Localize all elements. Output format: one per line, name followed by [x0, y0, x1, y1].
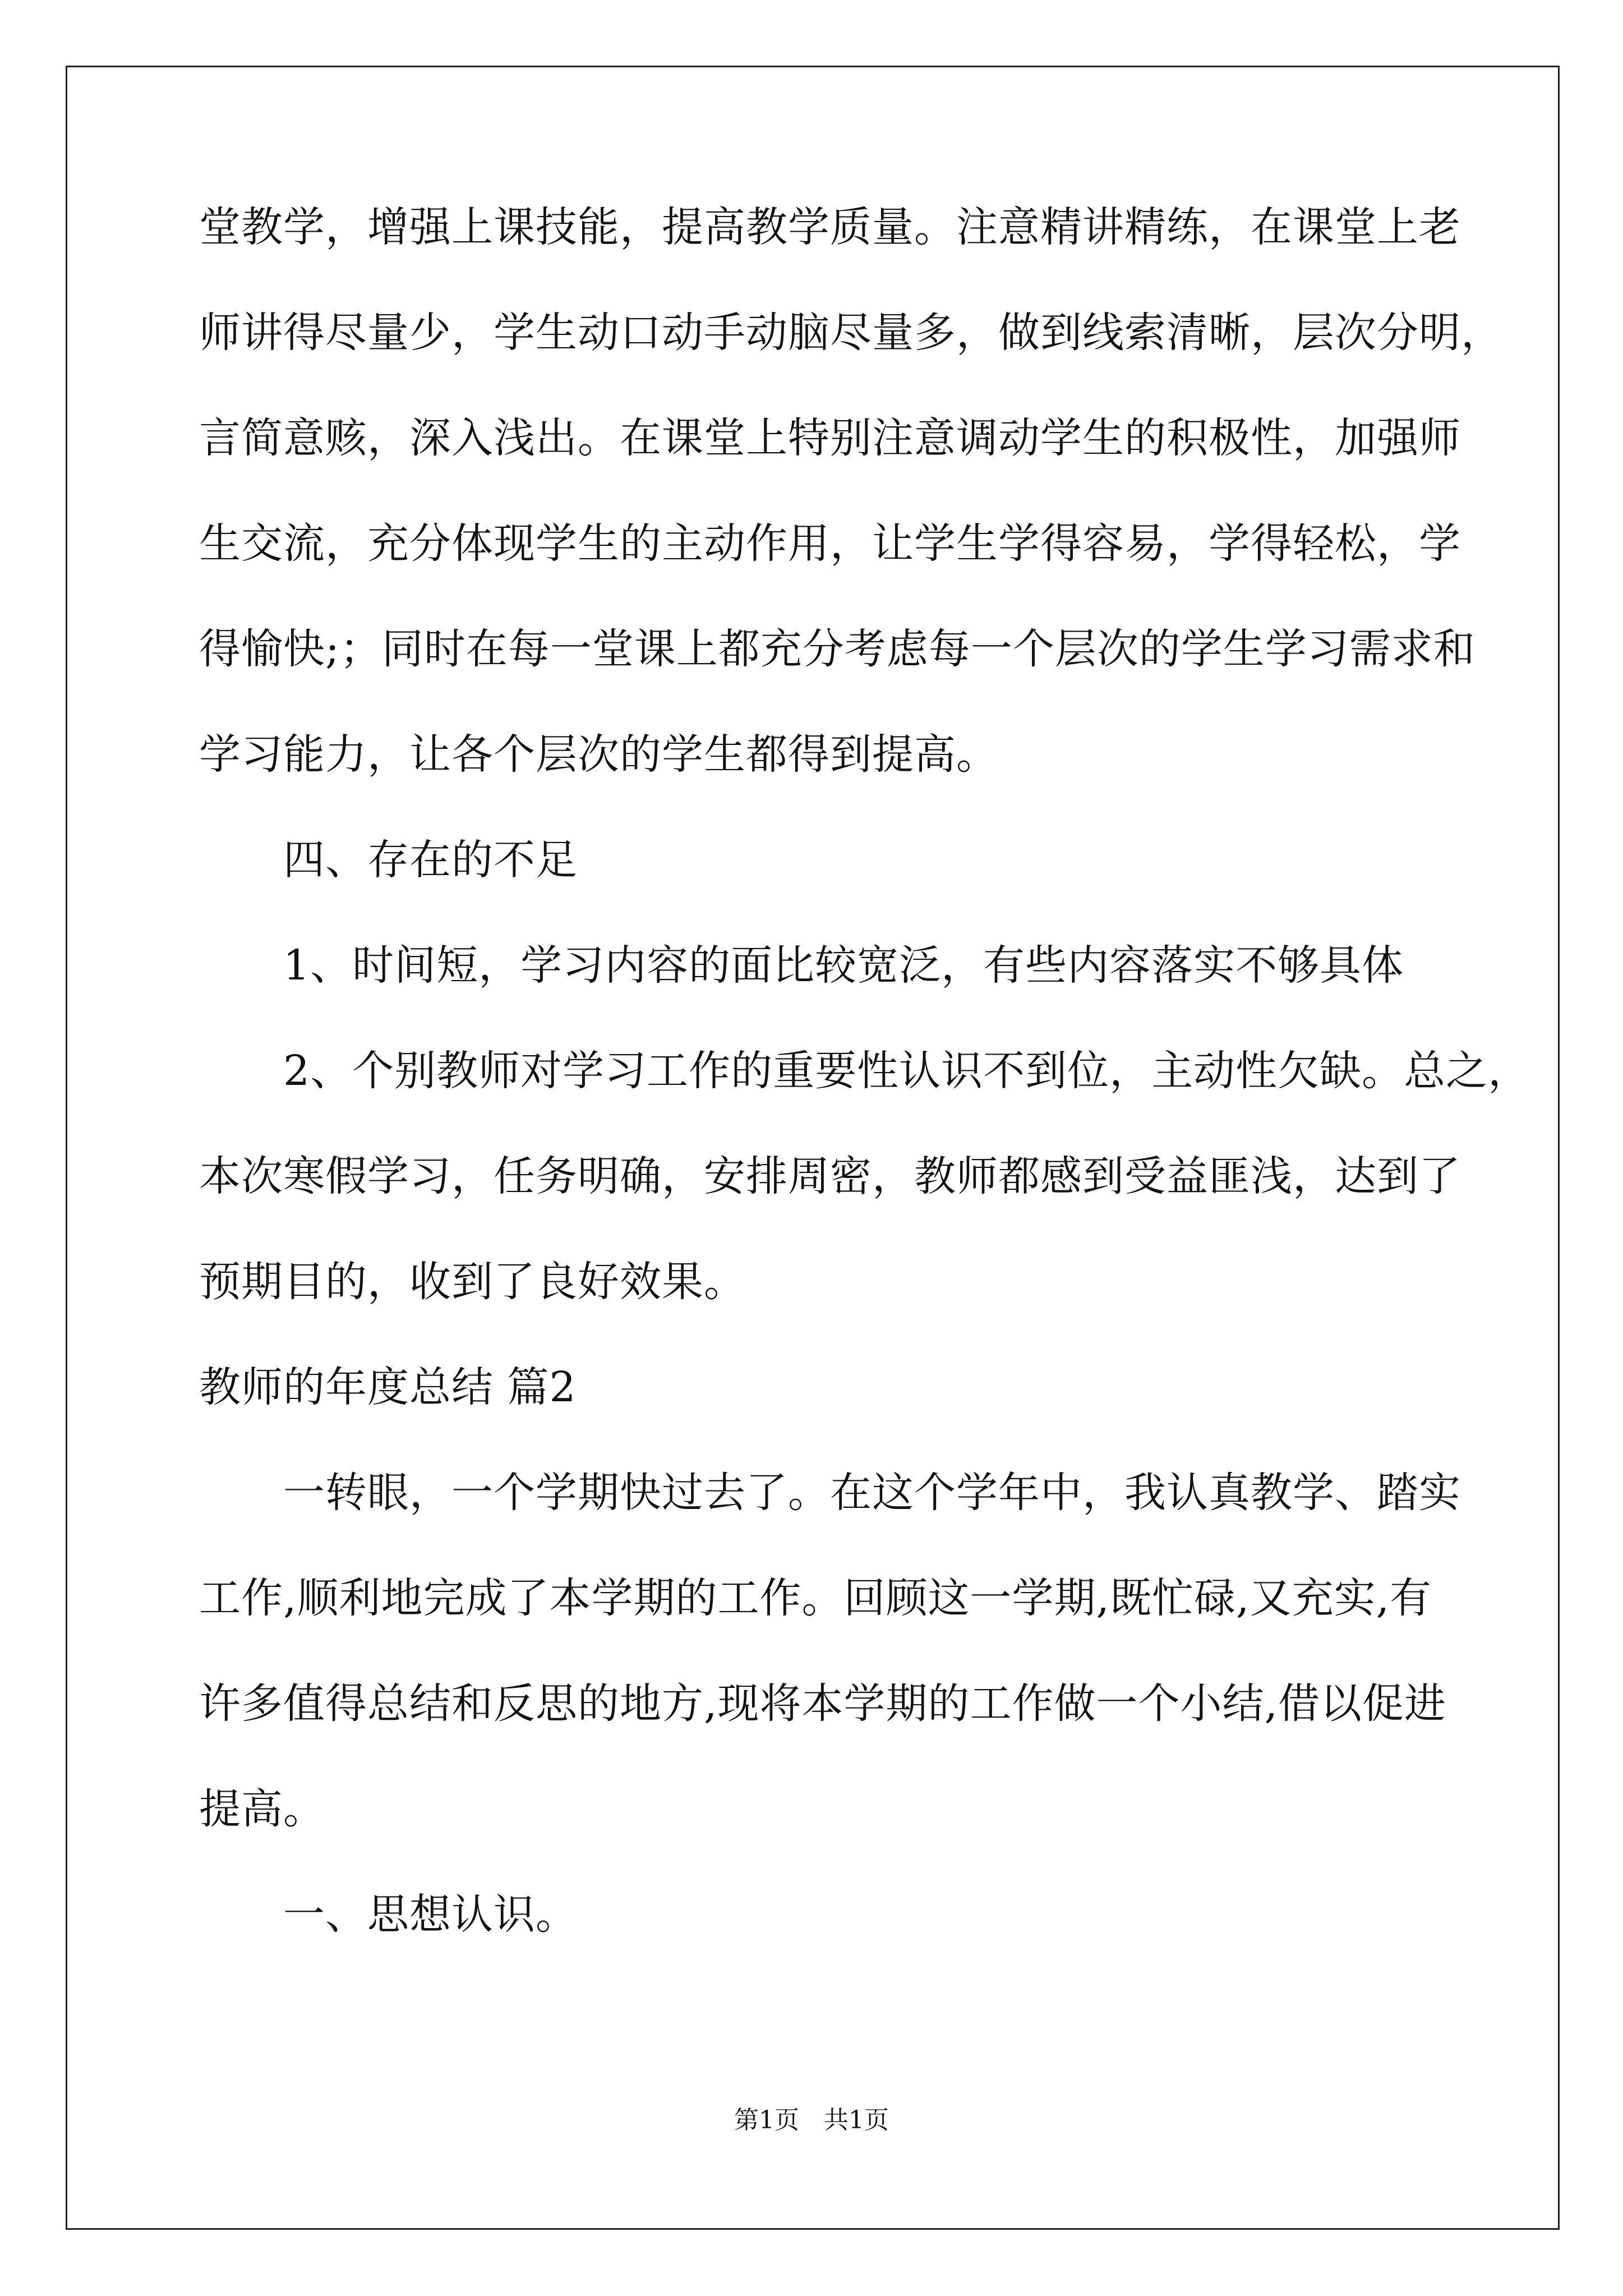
section-heading: 四、存在的不足 [283, 836, 578, 884]
paragraph-line: 学习能力，让各个层次的学生都得到提高。 [199, 730, 998, 779]
paragraph-line: 堂教学，增强上课技能，提高教学质量。注意精讲精练，在课堂上老 [199, 203, 1461, 251]
list-item: 2、个别教师对学习工作的重要性认识不到位，主动性欠缺。总之， [283, 1047, 1530, 1095]
paragraph-line: 得愉快;；同时在每一堂课上都充分考虑每一个层次的学生学习需求和 [199, 625, 1476, 673]
page-number-footer: 第1页 共1页 [734, 2106, 889, 2134]
paragraph-line: 提高。 [199, 1785, 325, 1833]
paragraph-line: 预期目的，收到了良好效果。 [199, 1258, 746, 1306]
section-heading: 一、思想认识。 [283, 1890, 578, 1939]
paragraph-line: 生交流，充分体现学生的主动作用，让学生学得容易，学得轻松，学 [199, 519, 1461, 568]
list-item: 1、时间短，学习内容的面比较宽泛，有些内容落实不够具体 [283, 941, 1404, 990]
section-title: 教师的年度总结 篇2 [199, 1363, 577, 1411]
paragraph-line: 师讲得尽量少，学生动口动手动脑尽量多，做到线索清晰，层次分明， [199, 309, 1503, 357]
paragraph-line: 工作,顺利地完成了本学期的工作。回顾这一学期,既忙碌,又充实,有 [199, 1574, 1432, 1622]
paragraph-line: 言简意赅，深入浅出。在课堂上特别注意调动学生的积极性，加强师 [199, 414, 1461, 462]
paragraph-line: 本次寒假学习，任务明确，安排周密，教师都感到受益匪浅，达到了 [199, 1152, 1461, 1200]
paragraph-line: 许多值得总结和反思的地方,现将本学期的工作做一个小结,借以促进 [199, 1680, 1447, 1728]
paragraph-line: 一转眼，一个学期快过去了。在这个学年中，我认真教学、踏实 [283, 1469, 1461, 1517]
